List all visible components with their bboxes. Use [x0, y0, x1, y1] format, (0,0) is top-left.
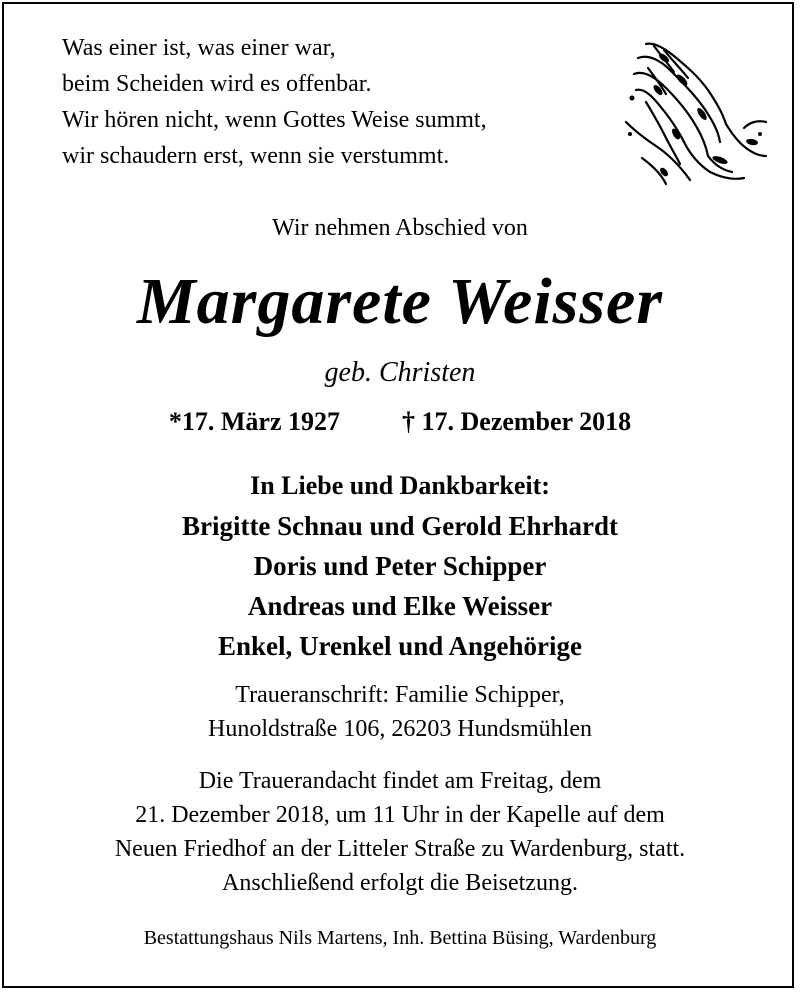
mourner-line: Enkel, Urenkel und Angehörige — [217, 631, 583, 661]
undertaker-credit: Bestattungshaus Nils Martens, Inh. Bettina Büsing, Wardenburg — [143, 927, 657, 949]
mourner-line: Brigitte Schnau und Gerold Ehrhardt — [181, 511, 619, 541]
intro-text: Wir nehmen Abschied von — [272, 215, 528, 241]
service-line: Die Trauerandacht findet am Freitag, dem — [198, 768, 602, 794]
poem-line: Wir hören nicht, wenn Gottes Weise summt, — [62, 107, 487, 133]
deceased-name: Margarete Weisser — [136, 265, 664, 338]
mourners-heading: In Liebe und Dankbarkeit: — [250, 471, 550, 500]
mourners-list — [0, 466, 800, 666]
mourner-line: Doris und Peter Schipper — [253, 551, 547, 581]
address-line: Hunoldstraße 106, 26203 Hundsmühlen — [208, 716, 592, 742]
poem-line: Was einer ist, was einer war, — [62, 35, 336, 61]
death-date: † 17. Dezember 2018 — [402, 407, 632, 436]
poem — [62, 30, 487, 174]
poem-line: wir schaudern erst, wenn sie verstummt. — [62, 143, 450, 169]
mourner-line: Andreas und Elke Weisser — [247, 591, 553, 621]
life-dates — [0, 404, 800, 440]
praying-hands-icon — [624, 38, 770, 190]
service-line: Anschließend erfolgt die Beisetzung. — [222, 870, 578, 896]
birth-date: *17. März 1927 — [168, 407, 340, 436]
service-notice — [0, 764, 800, 900]
poem-line: beim Scheiden wird es offenbar. — [62, 71, 372, 97]
maiden-name: geb. Christen — [324, 357, 476, 388]
service-line: Neuen Friedhof an der Litteler Straße zu Wardenburg, statt. — [114, 836, 686, 862]
address-line: Traueranschrift: Familie Schipper, — [235, 682, 565, 708]
service-line: 21. Dezember 2018, um 11 Uhr in der Kapelle auf dem — [135, 802, 665, 828]
mourning-address — [0, 678, 800, 746]
